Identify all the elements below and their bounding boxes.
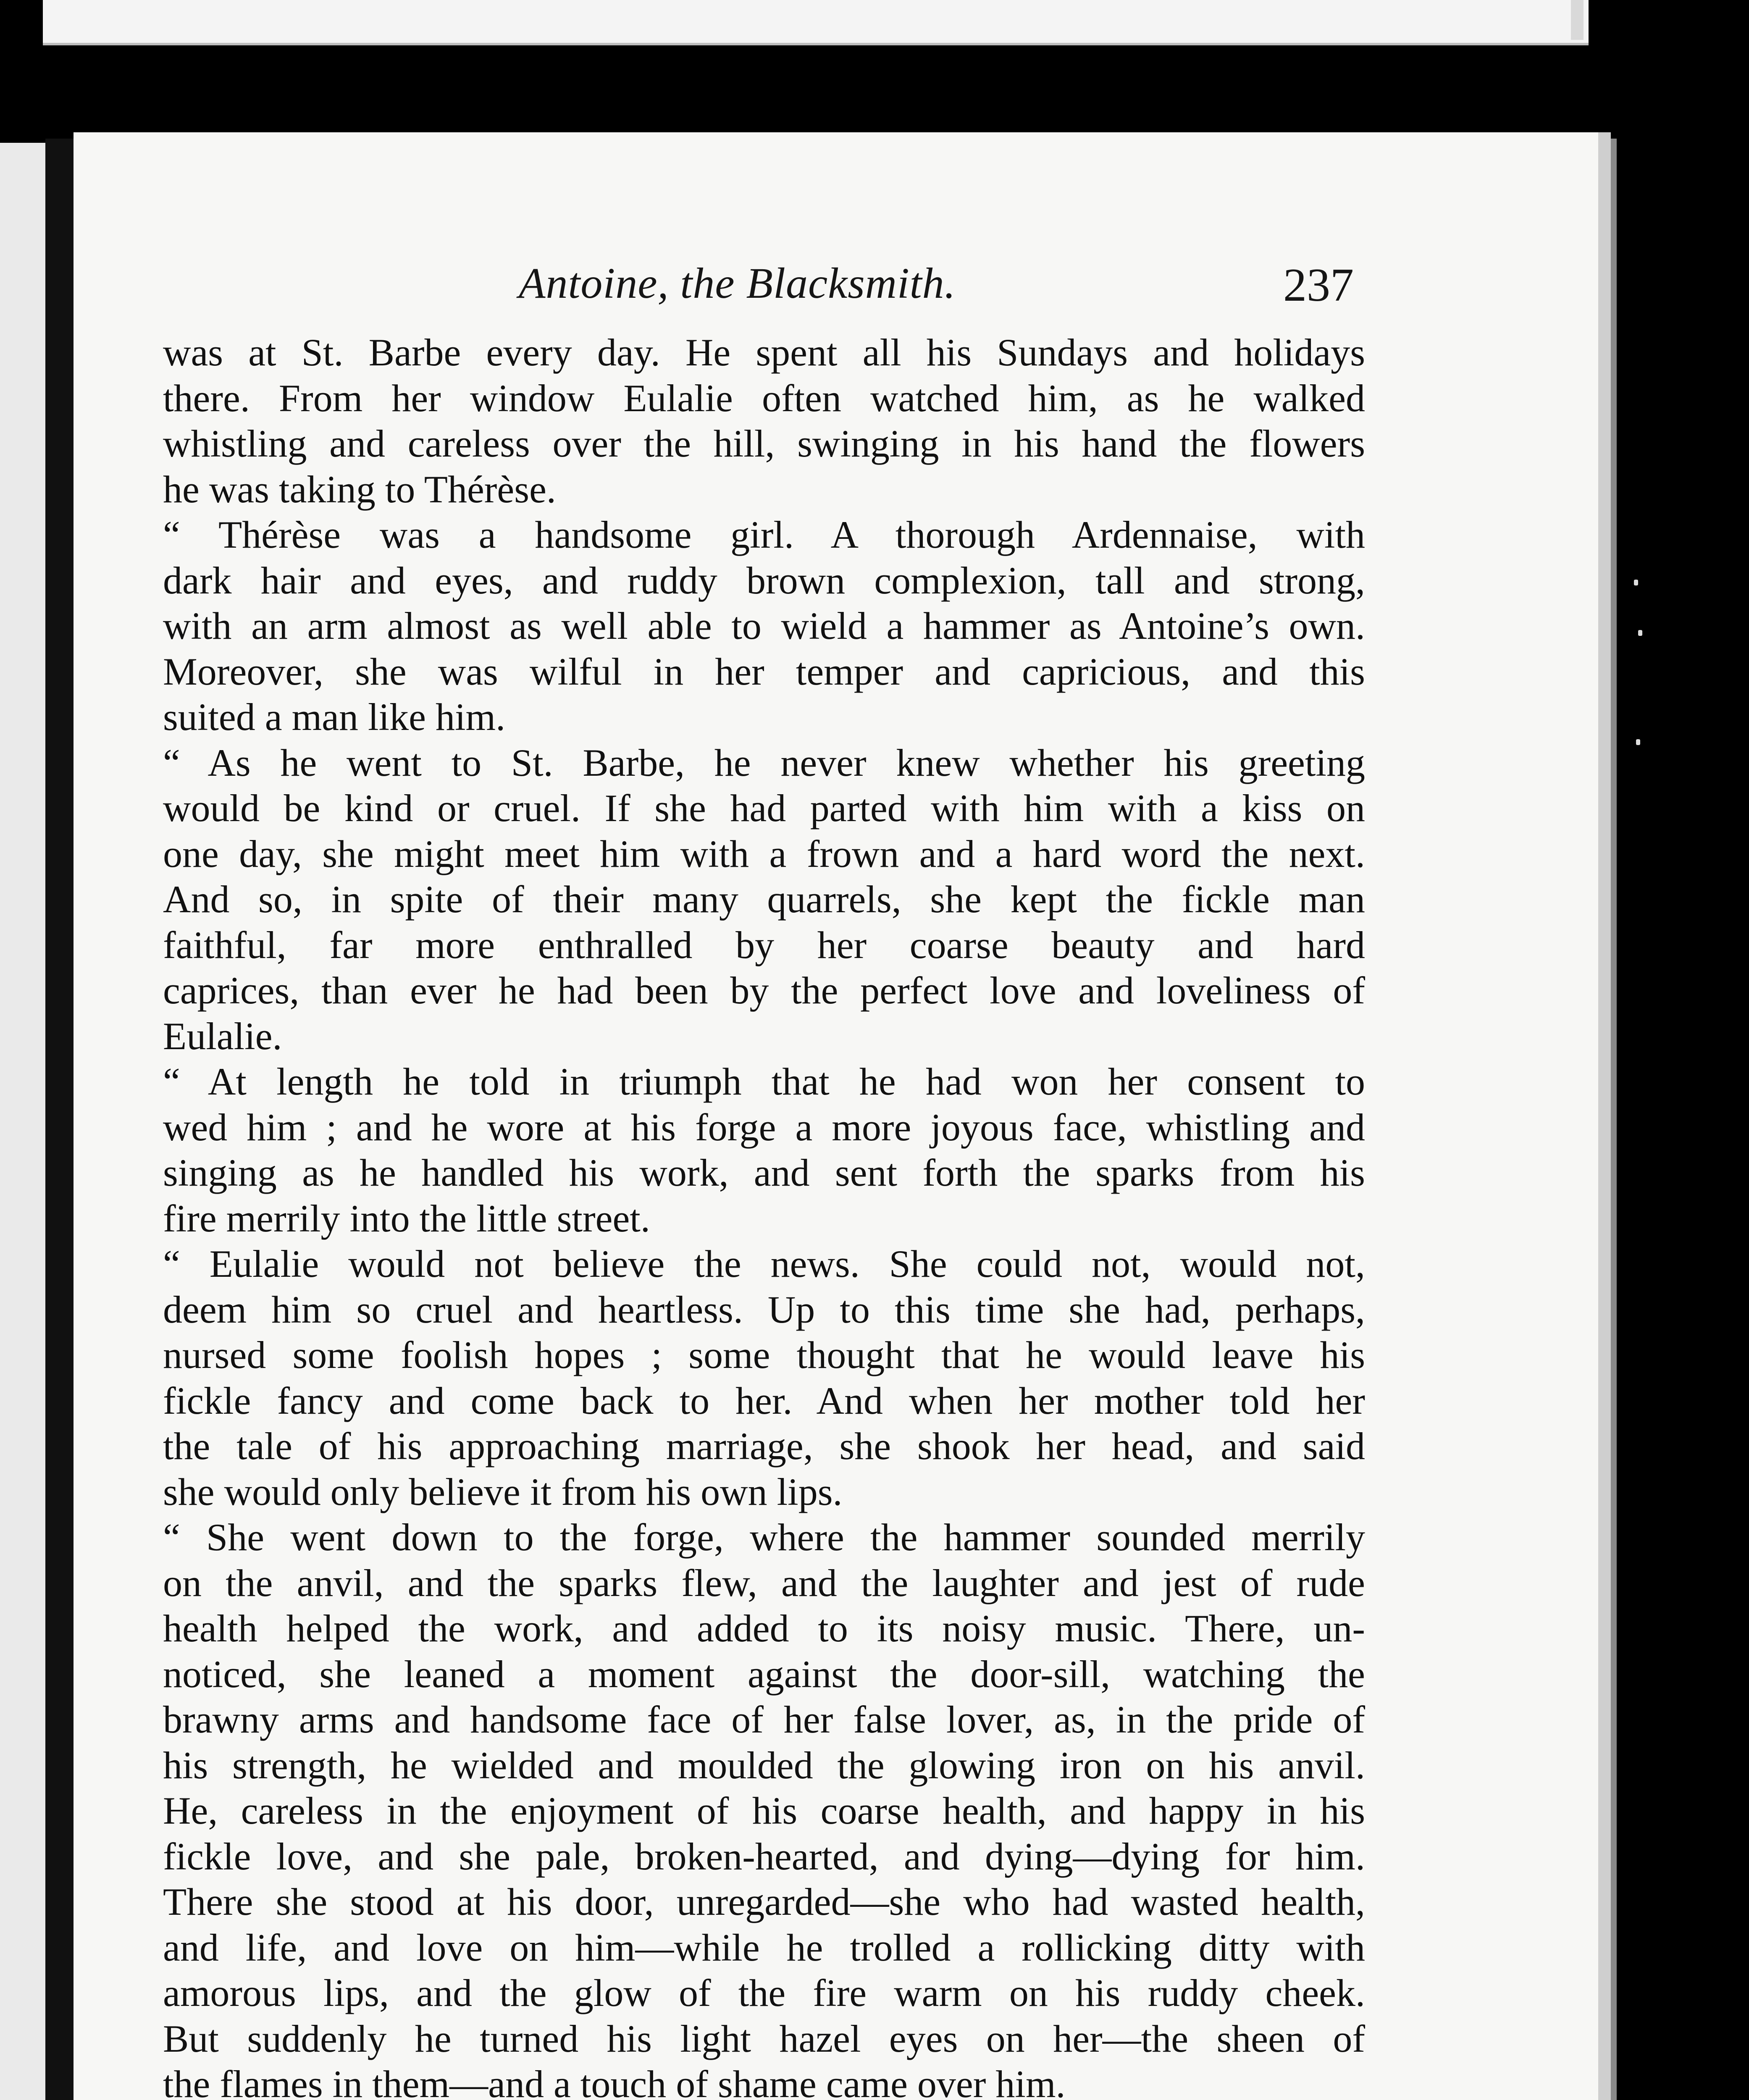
text-line: amorous lips, and the glow of the fire warm on his ruddy cheek. bbox=[163, 1971, 1365, 2014]
text-line: would be kind or cruel. If she had parted with him with a kiss on bbox=[163, 787, 1365, 830]
text-line: the flames in them—and a touch of shame came over him. bbox=[163, 2063, 1066, 2100]
text-line: brawny arms and handsome face of her false lover, as, in the pride of bbox=[163, 1698, 1365, 1741]
text-line: “ Thérèse was a handsome girl. A thorough Ardennaise, with bbox=[163, 513, 1365, 556]
dust-speck bbox=[1636, 739, 1640, 745]
text-line: noticed, she leaned a moment against the door-sill, watching the bbox=[163, 1652, 1365, 1696]
text-line: was at St. Barbe every day. He spent all his Sundays and holidays bbox=[163, 331, 1365, 374]
text-line: “ She went down to the forge, where the hammer sounded merrily bbox=[163, 1516, 1365, 1559]
body-text bbox=[163, 330, 1365, 2100]
text-line: he was taking to Thérèse. bbox=[163, 467, 556, 511]
text-line: Moreover, she was wilful in her temper and capricious, and this bbox=[163, 650, 1365, 693]
gutter-shadow bbox=[45, 139, 75, 2100]
text-line: one day, she might meet him with a frown and a hard word the next. bbox=[163, 832, 1365, 875]
text-line: Eulalie. bbox=[163, 1014, 282, 1058]
text-line: But suddenly he turned his light hazel eyes on her—the sheen of bbox=[163, 2017, 1365, 2060]
book-page bbox=[74, 132, 1598, 2100]
text-line: fickle fancy and come back to her. And when her mother told her bbox=[163, 1379, 1365, 1422]
running-title: Antoine, the Blacksmith. bbox=[519, 259, 956, 307]
text-line: There she stood at his door, unregarded—she who had wasted health, bbox=[163, 1880, 1365, 1923]
page-number: 237 bbox=[1283, 259, 1354, 311]
text-line: dark hair and eyes, and ruddy brown complexion, tall and strong, bbox=[163, 559, 1365, 602]
page-edge-dark bbox=[1611, 139, 1617, 2100]
previous-page-strip bbox=[43, 0, 1589, 45]
text-line: faithful, far more enthralled by her coarse beauty and hard bbox=[163, 923, 1365, 966]
text-line: fickle love, and she pale, broken-hearted, and dying—dying for him. bbox=[163, 1835, 1365, 1878]
text-line: “ As he went to St. Barbe, he never knew whether his greeting bbox=[163, 741, 1365, 784]
text-line: on the anvil, and the sparks flew, and the laughter and jest of rude bbox=[163, 1561, 1365, 1604]
text-line: whistling and careless over the hill, swinging in his hand the flowers bbox=[163, 422, 1365, 465]
text-line: singing as he handled his work, and sent forth the sparks from his bbox=[163, 1151, 1365, 1194]
text-line: wed him ; and he wore at his forge a more joyous face, whistling and bbox=[163, 1105, 1365, 1149]
dust-speck bbox=[1634, 580, 1638, 585]
text-line: with an arm almost as well able to wield a hammer as Antoine’s own. bbox=[163, 604, 1365, 647]
text-line: the tale of his approaching marriage, she shook her head, and said bbox=[163, 1425, 1365, 1467]
text-line: and life, and love on him—while he trolled a rollicking ditty with bbox=[163, 1926, 1365, 1969]
facing-page-edge bbox=[0, 143, 45, 2100]
text-line: there. From her window Eulalie often watched him, as he walked bbox=[163, 376, 1365, 420]
text-line: his strength, he wielded and moulded the glowing iron on his anvil. bbox=[163, 1743, 1365, 1787]
text-line: health helped the work, and added to its noisy music. There, un- bbox=[163, 1607, 1365, 1650]
text-line: “ Eulalie would not believe the news. She could not, would not, bbox=[163, 1242, 1365, 1285]
text-line: suited a man like him. bbox=[163, 696, 506, 738]
text-line: deem him so cruel and heartless. Up to this time she had, perhaps, bbox=[163, 1288, 1365, 1331]
text-line: He, careless in the enjoyment of his coarse health, and happy in his bbox=[163, 1789, 1365, 1832]
text-line: she would only believe it from his own lips. bbox=[163, 1470, 843, 1513]
page-edge-light bbox=[1598, 132, 1611, 2100]
text-line: “ At length he told in triumph that he had won her consent to bbox=[163, 1060, 1365, 1103]
text-line: nursed some foolish hopes ; some thought that he would leave his bbox=[163, 1334, 1365, 1376]
text-line: caprices, than ever he had been by the perfect love and loveliness of bbox=[163, 969, 1365, 1012]
text-line: And so, in spite of their many quarrels, she kept the fickle man bbox=[163, 878, 1365, 921]
dust-speck bbox=[1638, 630, 1642, 636]
previous-page-edge bbox=[1571, 0, 1584, 40]
text-line: fire merrily into the little street. bbox=[163, 1197, 650, 1240]
